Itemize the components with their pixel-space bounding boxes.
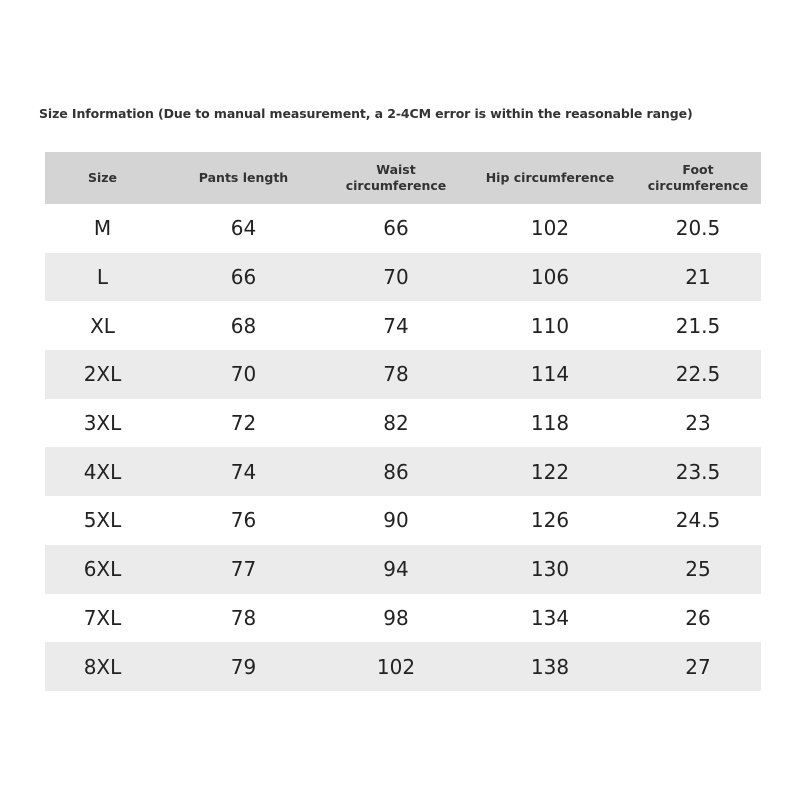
table-row bbox=[45, 594, 761, 643]
table-header-row bbox=[45, 152, 761, 204]
size-table bbox=[45, 152, 761, 691]
header-foot-circumference bbox=[635, 152, 761, 204]
cell-hip: 122 bbox=[530, 459, 570, 484]
table-row bbox=[45, 496, 761, 545]
cell-size: 4XL bbox=[83, 459, 122, 484]
cell-pants-length: 79 bbox=[230, 654, 257, 679]
cell-waist: 74 bbox=[383, 313, 409, 338]
cell-pants-length: 72 bbox=[230, 411, 257, 436]
cell-size: 8XL bbox=[83, 654, 122, 679]
cell-pants-length: 74 bbox=[230, 459, 257, 484]
cell-pants-length: 68 bbox=[230, 313, 257, 338]
cell-pants-length: 66 bbox=[230, 265, 257, 290]
cell-hip: 114 bbox=[530, 362, 570, 387]
header-size-label: Size bbox=[87, 170, 118, 185]
cell-foot: 26 bbox=[685, 605, 711, 630]
cell-foot: 23 bbox=[685, 411, 711, 436]
cell-size: XL bbox=[90, 313, 115, 338]
cell-hip: 126 bbox=[530, 508, 570, 533]
cell-hip: 130 bbox=[530, 557, 570, 582]
cell-pants-length: 77 bbox=[230, 557, 257, 582]
header-hip-circumference bbox=[465, 152, 635, 204]
cell-waist: 82 bbox=[383, 411, 409, 436]
cell-hip: 118 bbox=[530, 411, 570, 436]
cell-size: 3XL bbox=[83, 411, 122, 436]
cell-size: 7XL bbox=[83, 605, 122, 630]
cell-pants-length: 70 bbox=[230, 362, 257, 387]
cell-size: L bbox=[96, 265, 109, 290]
header-pants-length bbox=[160, 152, 327, 204]
cell-foot: 24.5 bbox=[675, 508, 721, 533]
table-row bbox=[45, 545, 761, 594]
cell-size: 5XL bbox=[83, 508, 122, 533]
header-pants-length-label: Pants length bbox=[198, 170, 289, 185]
header-waist-circumference bbox=[327, 152, 465, 204]
header-hip-label: Hip circumference bbox=[485, 170, 615, 185]
cell-hip: 110 bbox=[530, 313, 570, 338]
cell-foot: 25 bbox=[685, 557, 711, 582]
header-size bbox=[45, 152, 160, 204]
cell-foot: 23.5 bbox=[675, 459, 721, 484]
size-info-caption: Size Information (Due to manual measurement, a 2-4CM error is within the reasonable range) bbox=[39, 106, 693, 121]
cell-foot: 21 bbox=[685, 265, 711, 290]
table-row bbox=[45, 204, 761, 253]
cell-size: 6XL bbox=[83, 557, 122, 582]
cell-waist: 94 bbox=[383, 557, 409, 582]
cell-foot: 21.5 bbox=[675, 313, 721, 338]
cell-waist: 90 bbox=[383, 508, 409, 533]
cell-waist: 86 bbox=[383, 459, 409, 484]
table-row bbox=[45, 301, 761, 350]
cell-waist: 78 bbox=[383, 362, 409, 387]
cell-size: 2XL bbox=[83, 362, 122, 387]
header-foot-label: Foot circumference bbox=[647, 162, 749, 193]
cell-hip: 106 bbox=[530, 265, 570, 290]
cell-waist: 102 bbox=[376, 654, 416, 679]
cell-size: M bbox=[93, 216, 112, 241]
cell-hip: 138 bbox=[530, 654, 570, 679]
cell-hip: 102 bbox=[530, 216, 570, 241]
cell-waist: 98 bbox=[383, 605, 409, 630]
table-row bbox=[45, 253, 761, 302]
table-row bbox=[45, 399, 761, 448]
table-row bbox=[45, 350, 761, 399]
cell-hip: 134 bbox=[530, 605, 570, 630]
cell-waist: 70 bbox=[383, 265, 409, 290]
cell-waist: 66 bbox=[383, 216, 409, 241]
cell-foot: 27 bbox=[685, 654, 711, 679]
table-row bbox=[45, 447, 761, 496]
header-waist-label: Waist circumference bbox=[345, 162, 447, 193]
cell-pants-length: 78 bbox=[230, 605, 257, 630]
cell-pants-length: 76 bbox=[230, 508, 257, 533]
table-body bbox=[45, 204, 761, 691]
cell-foot: 22.5 bbox=[675, 362, 721, 387]
cell-pants-length: 64 bbox=[230, 216, 257, 241]
table-row bbox=[45, 642, 761, 691]
cell-foot: 20.5 bbox=[675, 216, 721, 241]
